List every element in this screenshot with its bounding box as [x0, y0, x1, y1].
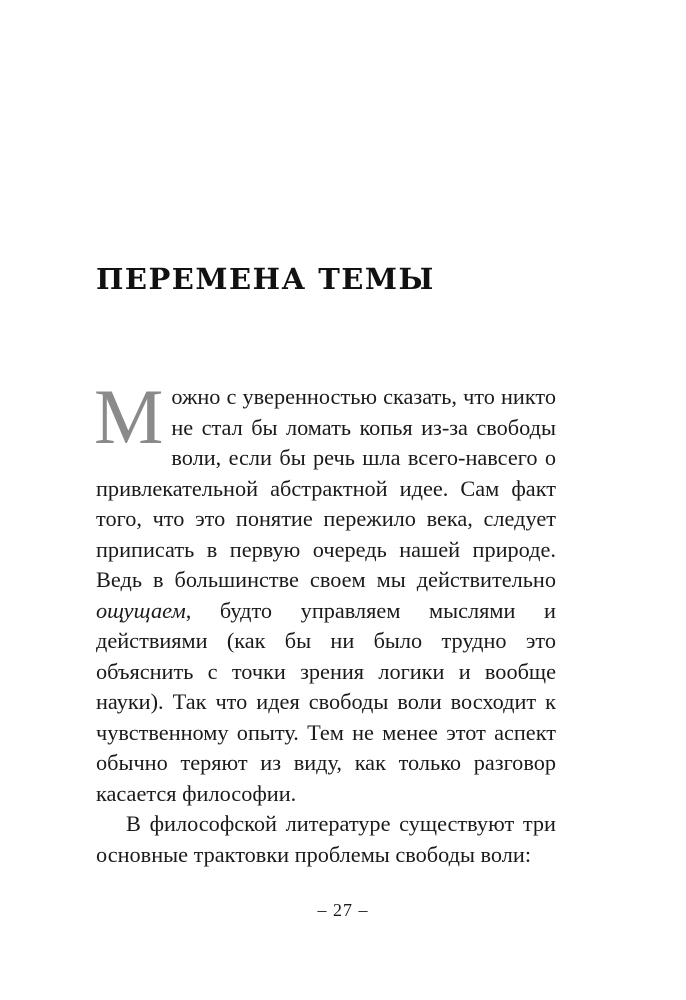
paragraph-1-text-start: ожно с уверенностью сказать, что никто не стал бы ломать копья из-за свободы воли, если бы речь шла всего-навсего о привлекательной абстрактной идее. Сам факт того, что это понятие пережило века, следует приписать в первую очередь нашей природе. Ведь в большинстве своем мы действительно	[96, 384, 556, 592]
paragraph-1-text-end: , будто управляем мыслями и действиями (как бы ни было трудно это объяснить с точки зрения логики и вообще науки). Так что идея свободы воли восходит к чувственному опыту. Тем не менее этот аспект обычно теряют из виду, как только разговор касается философии.	[96, 597, 556, 806]
paragraph-2: В философской литературе существуют три основные трактовки проблемы свободы воли:	[96, 811, 556, 867]
page-number: – 27 –	[317, 900, 369, 920]
chapter-title: ПЕРЕМЕНА ТЕМЫ	[96, 262, 435, 296]
body-text	[94, 373, 556, 870]
paragraph-1	[94, 373, 556, 809]
paragraph-1-emphasis: ощущаем	[96, 597, 186, 623]
drop-cap: М	[94, 373, 164, 460]
